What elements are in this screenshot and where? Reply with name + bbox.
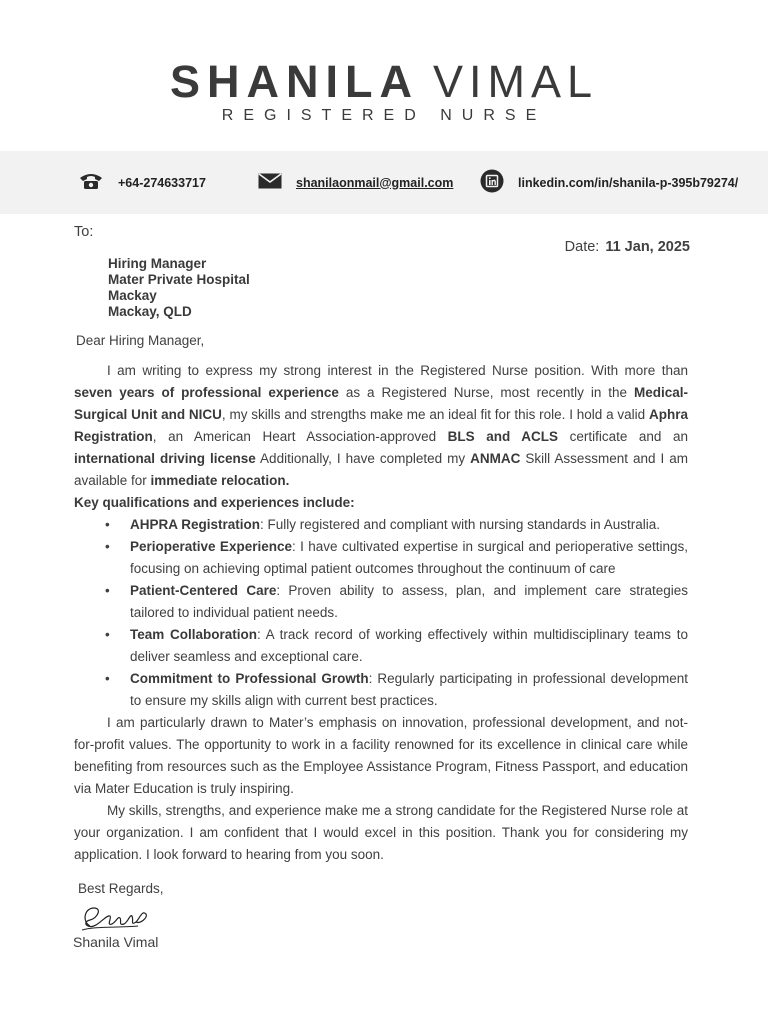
text-bold: international driving license: [74, 451, 256, 466]
closing-paragraph: My skills, strengths, and experience make me a strong candidate for the Registered Nurse role at your organization. I am confident that I would excel in this position. Thank you for considering my application. I look forward to hearing from you soon.: [74, 803, 688, 862]
phone-number: +64-274633717: [118, 175, 206, 190]
text-run: certificate and an: [558, 429, 688, 444]
date-label: Date:: [564, 239, 600, 255]
last-name: VIMAL: [432, 56, 599, 107]
recipient-line: Mater Private Hospital: [108, 272, 250, 287]
text-bold: immediate relocation.: [150, 473, 290, 488]
qualification-text: : Proven ability to assess, plan, and implement care strategies tailored to individual patient needs.: [130, 583, 688, 620]
text-run: Skill Assessment and I am available for: [74, 451, 688, 488]
recipient-line: Mackay: [108, 288, 157, 303]
list-item: [74, 514, 688, 536]
text-run: , an American Heart Association-approved: [152, 429, 448, 444]
text-bold: Aphra Registration: [74, 407, 689, 444]
linkedin-icon: [480, 169, 504, 196]
recipient-block: [108, 256, 250, 320]
qualification-text: : Regularly participating in professional development to ensure my skills align with current best practices.: [130, 671, 688, 708]
text-bold: BLS and ACLS: [447, 429, 559, 444]
envelope-icon: [258, 173, 282, 192]
list-item: [74, 668, 688, 712]
qualifications-list: [74, 514, 688, 712]
email-link[interactable]: shanilaonmail@gmail.com: [296, 175, 454, 190]
contact-email[interactable]: [258, 151, 453, 214]
qualification-title: Patient-Centered Care: [130, 583, 277, 598]
contact-bar: [0, 151, 768, 214]
job-title: REGISTERED NURSE: [221, 107, 547, 124]
first-name: SHANILA: [169, 56, 419, 107]
list-item: [74, 580, 688, 624]
contact-phone[interactable]: [78, 151, 206, 214]
letter-date: [565, 239, 690, 255]
list-item: [74, 624, 688, 668]
letter-body: [74, 360, 688, 866]
list-item: [74, 536, 688, 580]
qualification-title: AHPRA Registration: [130, 517, 261, 532]
motivation-paragraph: I am particularly drawn to Mater’s emphasis on innovation, professional development, and not-for-profit values. The opportunity to work in a facility renowned for its excellence in clinical care while benefiting from resources such as the Employee Assistance Program, Fitness Passport, and education via Mater Education is truly inspiring.: [74, 715, 688, 796]
recipient-line: Mackay, QLD: [108, 304, 192, 319]
qualification-title: Team Collaboration: [130, 627, 257, 642]
text-run: as a Registered Nurse, most recently in the: [338, 385, 634, 400]
linkedin-url[interactable]: linkedin.com/in/shanila-p-395b79274/: [518, 175, 739, 190]
applicant-name: [0, 56, 768, 108]
contact-linkedin[interactable]: [480, 151, 738, 214]
qualification-text: : I have cultivated expertise in surgical and perioperative settings, focusing on achieving optimal patient outcomes throughout the continuum of care: [130, 539, 688, 576]
phone-icon: [78, 172, 104, 193]
qualification-text: : A track record of working effectively within multidisciplinary teams to deliver seamless and exceptional care.: [130, 627, 688, 664]
greeting: Dear Hiring Manager,: [76, 333, 205, 348]
qualification-title: Commitment to Professional Growth: [130, 671, 369, 686]
intro-paragraph: [74, 360, 688, 492]
text-bold: seven years of professional experience: [74, 385, 339, 400]
qualification-title: Perioperative Experience: [130, 539, 292, 554]
text-run: I am writing to express my strong interest in the Registered Nurse position. With more than: [107, 363, 688, 378]
to-label: To:: [74, 224, 94, 240]
closing-salutation: Best Regards,: [78, 881, 164, 896]
qualification-text: : Fully registered and compliant with nursing standards in Australia.: [260, 517, 660, 532]
recipient-line: Hiring Manager: [108, 256, 207, 271]
text-bold: Medical-Surgical Unit and NICU: [74, 385, 688, 422]
text-bold: ANMAC: [470, 451, 521, 466]
text-run: , my skills and strengths make me an ideal fit for this role. I hold a valid: [221, 407, 649, 422]
key-qualifications-heading: Key qualifications and experiences include:: [74, 495, 355, 510]
date-value: 11 Jan, 2025: [605, 239, 690, 255]
signer-name: Shanila Vimal: [73, 934, 159, 950]
text-run: Additionally, I have completed my: [255, 451, 471, 466]
